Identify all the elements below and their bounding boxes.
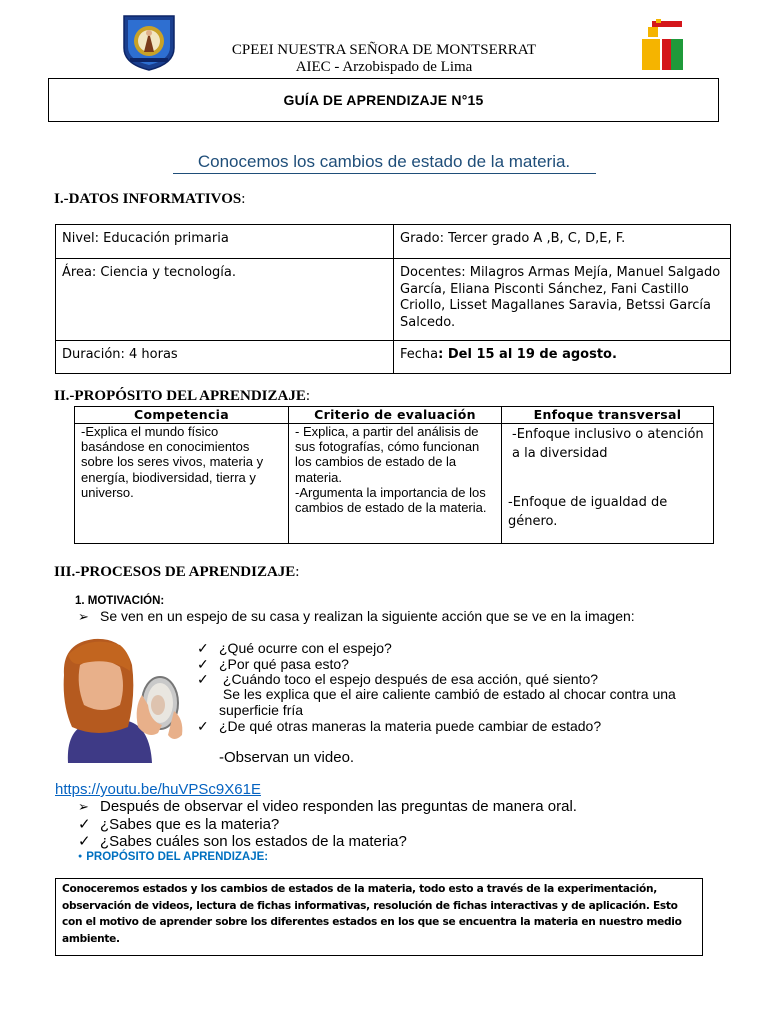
section-3-heading-text: III.-PROCESOS DE APRENDIZAJE — [54, 564, 296, 580]
info-row — [56, 259, 731, 341]
explanation-line-1: Se les explica que el aire caliente cambió de estado al chocar contra una — [219, 686, 676, 702]
info-docentes: Docentes: Milagros Armas Mejía, Manuel Salgado García, Eliana Pisconti Sánchez, Fani Castillo Criollo, Lisset Magallanes Saravia, Betssi García Salcedo. — [394, 259, 731, 341]
bullet-icon: ● — [78, 853, 83, 861]
header-competencia: Competencia — [75, 407, 289, 424]
section-1-heading-colon: : — [241, 191, 246, 207]
info-duracion: Duración: 4 horas — [56, 341, 394, 374]
criterio-1: - Explica, a partir del análisis de sus fotografías, cómo funcionan los cambios de estado de la materia. — [295, 424, 480, 485]
observan-text: -Observan un video. — [219, 749, 355, 766]
checkmark-icon: ✓ — [78, 816, 91, 833]
checkmark-icon: ✓ — [197, 640, 209, 656]
section-2-heading — [54, 388, 310, 405]
after-video-line — [78, 798, 577, 815]
question-3-text: ¿Cuándo toco el espejo después de esa acción, qué siento? — [219, 671, 599, 687]
info-row — [56, 225, 731, 259]
explanation-line-2: superficie fría — [219, 702, 304, 718]
section-2-heading-text: II.-PROPÓSITO DEL APRENDIZAJE — [54, 388, 306, 404]
info-fecha — [394, 341, 731, 374]
proposito-box — [55, 878, 703, 956]
proposito-text: Conoceremos estados y los cambios de estados de la materia, todo esto a través de la experimentación, observación de videos, lectura de fichas informativas, resolución de fichas interactivas y de aplicación. Esto con el motivo de aprender sobre los diferentes estados en los que se encuentra la materia en nuestro medio ambiente. — [62, 883, 682, 945]
topic-title-underline — [173, 173, 596, 174]
guide-title: GUÍA DE APRENDIZAJE N°15 — [283, 92, 484, 108]
section-3-heading — [54, 564, 299, 581]
section-1-heading-text: I.-DATOS INFORMATIVOS — [54, 191, 242, 207]
info-nivel: Nivel: Educación primaria — [56, 225, 394, 259]
header-criterio: Criterio de evaluación — [289, 407, 502, 424]
after-video-text: Después de observar el video responden las preguntas de manera oral. — [100, 798, 577, 815]
section-1-heading — [54, 191, 245, 208]
girl-mirror-image — [58, 635, 190, 763]
checkmark-icon: ✓ — [78, 833, 91, 850]
info-row — [56, 341, 731, 374]
info-area: Área: Ciencia y tecnología. — [56, 259, 394, 341]
header-enfoque: Enfoque transversal — [502, 407, 714, 424]
section-3-heading-colon: : — [295, 564, 300, 580]
arrow-icon: ➢ — [78, 609, 89, 624]
intro-line — [78, 608, 635, 625]
info-table — [55, 224, 731, 374]
fecha-label: Fecha — [400, 347, 439, 362]
video-link[interactable]: https://youtu.be/huVPSc9X61E — [55, 781, 261, 798]
purpose-header-row — [75, 407, 714, 424]
institution-logo — [640, 19, 685, 72]
cell-competencia — [75, 424, 289, 544]
checkmark-icon: ✓ — [197, 718, 209, 734]
info-grado: Grado: Tercer grado A ,B, C, D,E, F. — [394, 225, 731, 259]
section-2-heading-colon: : — [305, 388, 311, 404]
motivacion-label: 1. MOTIVACIÓN: — [75, 595, 165, 607]
cell-criterio — [289, 424, 502, 544]
oral-question-2 — [78, 832, 407, 850]
topic-title: Conocemos los cambios de estado de la materia. — [197, 152, 571, 171]
question-4-text: ¿De qué otras maneras la materia puede cambiar de estado? — [219, 718, 602, 734]
checkmark-icon: ✓ — [197, 656, 209, 672]
school-name: CPEEI NUESTRA SEÑORA DE MONTSERRAT — [231, 42, 537, 58]
proposito-label: PROPÓSITO DEL APRENDIZAJE: — [86, 851, 269, 863]
question-2-text: ¿Por qué pasa esto? — [219, 656, 349, 672]
competencia-text: -Explica el mundo físico basándose en conocimientos sobre los seres vivos, materia y energía, biodiversidad, tierra y universo. — [81, 424, 264, 500]
guide-title-box — [48, 78, 719, 122]
purpose-row — [75, 424, 714, 544]
oral-question-1-text: ¿Sabes que es la materia? — [100, 816, 280, 833]
enfoque-2: -Enfoque de igualdad de género. — [508, 495, 668, 529]
purpose-table — [74, 406, 714, 544]
enfoque-1: -Enfoque inclusivo o atención a la diversidad — [512, 427, 704, 461]
school-subtitle: AIEC - Arzobispado de Lima — [295, 59, 473, 75]
proposito-label-line — [78, 851, 268, 863]
oral-question-2-text: ¿Sabes cuáles son los estados de la materia? — [100, 833, 407, 850]
cell-enfoque — [502, 424, 714, 544]
oral-question-1 — [78, 815, 279, 833]
arrow-icon: ➢ — [78, 799, 89, 814]
intro-text: Se ven en un espejo de su casa y realizan la siguiente acción que se ve en la imagen: — [100, 608, 635, 624]
fecha-value: : Del 15 al 19 de agosto. — [438, 347, 617, 362]
question-1-text: ¿Qué ocurre con el espejo? — [219, 640, 392, 656]
question-4 — [197, 718, 601, 735]
checkmark-icon: ✓ — [197, 671, 209, 687]
question-1 — [197, 640, 392, 657]
criterio-2: -Argumenta la importancia de los cambios de estado de la materia. — [295, 484, 487, 516]
